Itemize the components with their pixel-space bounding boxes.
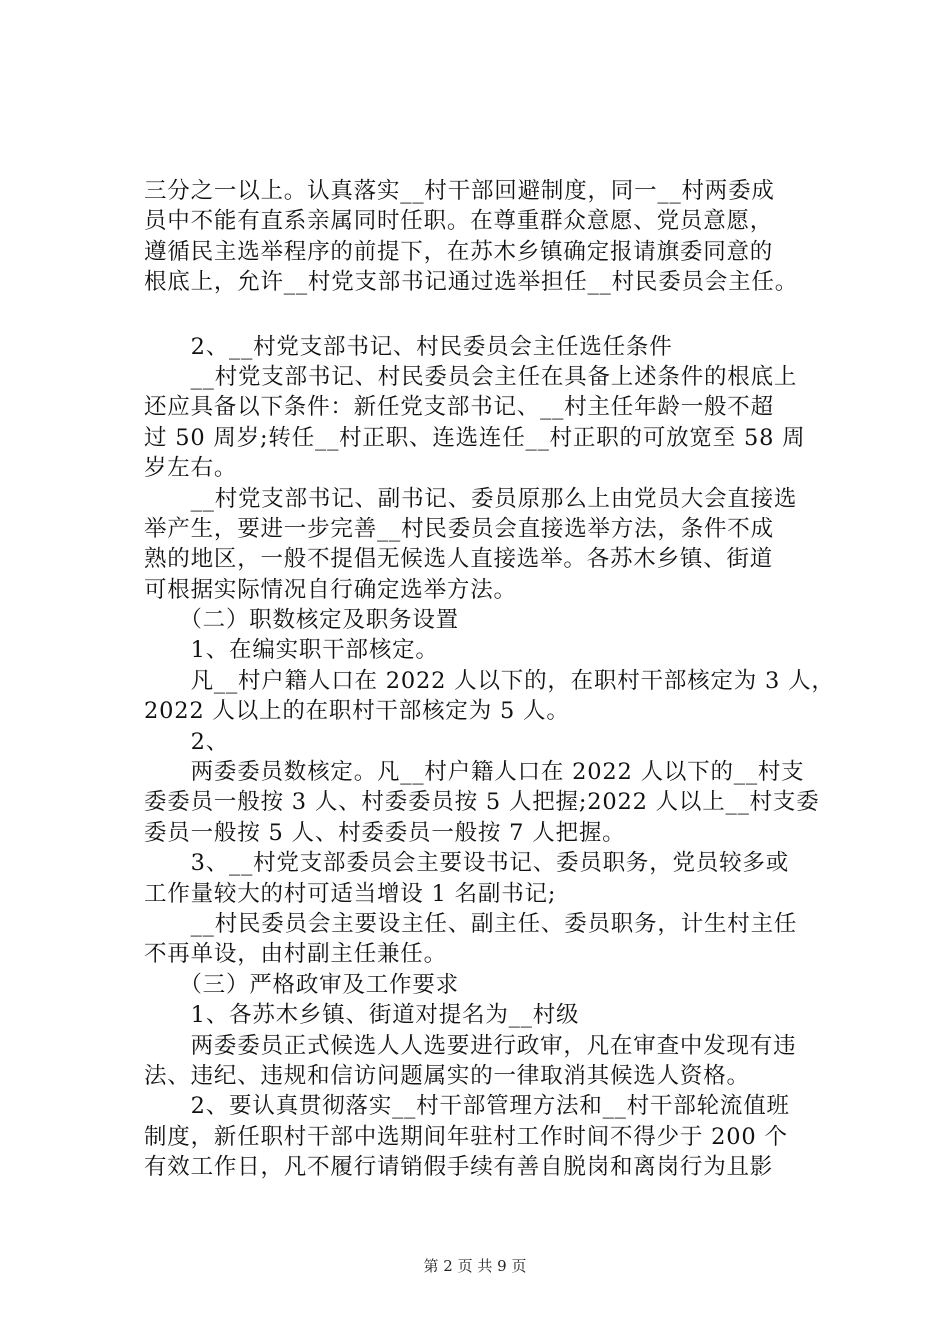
text-line: 熟的地区，一般不提倡无候选人直接选举。各苏木乡镇、街道 (144, 546, 774, 573)
text-line: 举产生，要进一步完善__村民委员会直接选举方法，条件不成 (144, 515, 774, 542)
text-line: 2、要认真贯彻落实__村干部管理方法和__村干部轮流值班 (144, 1093, 790, 1120)
section-heading: （二）职数核定及职务设置 (144, 607, 459, 634)
text-line: 2、__村党支部书记、村民委员会主任选任条件 (144, 333, 673, 360)
text-line: 员中不能有直系亲属同时任职。在尊重群众意愿、党员意愿， (144, 208, 774, 235)
text-line: 岁左右。 (144, 455, 238, 482)
text-line: 不再单设，由村副主任兼任。 (144, 941, 447, 968)
document-body (144, 176, 844, 1183)
text-line: 1、在编实职干部核定。 (144, 637, 439, 664)
paragraph-gap (144, 298, 844, 332)
text-line: 法、违纪、违规和信访问题属实的一律取消其候选人资格。 (144, 1062, 750, 1089)
text-line: 三分之一以上。认真落实__村干部回避制度，同一__村两委成 (144, 178, 775, 204)
text-line: 制度，新任职村干部中选期间年驻村工作时间不得少于 200 个 (144, 1123, 788, 1150)
text-line: 还应具备以下条件：新任党支部书记、__村主任年龄一般不超 (144, 394, 774, 421)
text-line: 遵循民主选举程序的前提下，在苏木乡镇确定报请旗委同意的 (144, 238, 774, 265)
text-line: 工作量较大的村可适当增设 1 名副书记; (144, 880, 557, 907)
text-line: 凡__村户籍人口在 2022 人以下的，在职村干部核定为 3 人， (144, 667, 835, 694)
text-line: 1、各苏木乡镇、街道对提名为__村级 (144, 1002, 580, 1029)
text-line: 两委委员正式候选人人选要进行政审，凡在审查中发现有违 (144, 1032, 797, 1059)
text-line: 委委员一般按 3 人、村委委员按 5 人把握;2022 人以上__村支委 (144, 789, 820, 816)
text-line: 2022 人以上的在职村干部核定为 5 人。 (144, 698, 570, 725)
text-line: __村党支部书记、副书记、委员原那么上由党员大会直接选 (144, 485, 798, 512)
text-line: 可根据实际情况自行确定选举方法。 (144, 576, 517, 603)
text-line: __村民委员会主要设主任、副主任、委员职务，计生村主任 (144, 910, 798, 937)
text-line: 过 50 周岁;转任__村正职、连选连任__村正职的可放宽至 58 周 (144, 424, 806, 451)
text-line: 两委委员数核定。凡__村户籍人口在 2022 人以下的__村支 (144, 759, 805, 786)
text-line: __村党支部书记、村民委员会主任在具备上述条件的根底上 (144, 363, 798, 390)
text-line: 2、 (144, 728, 230, 755)
section-heading: （三）严格政审及工作要求 (144, 971, 459, 998)
page-number-footer: 第 2 页 共 9 页 (423, 1257, 527, 1275)
text-line: 委员一般按 5 人、村委委员一般按 7 人把握。 (144, 819, 626, 846)
text-line: 3、__村党支部委员会主要设书记、委员职务，党员较多或 (144, 850, 790, 877)
text-line: 有效工作日，凡不履行请销假手续有善自脱岗和离岗行为且影 (144, 1154, 774, 1181)
text-line: 根底上，允许__村党支部书记通过选举担任__村民委员会主任。 (144, 269, 799, 296)
